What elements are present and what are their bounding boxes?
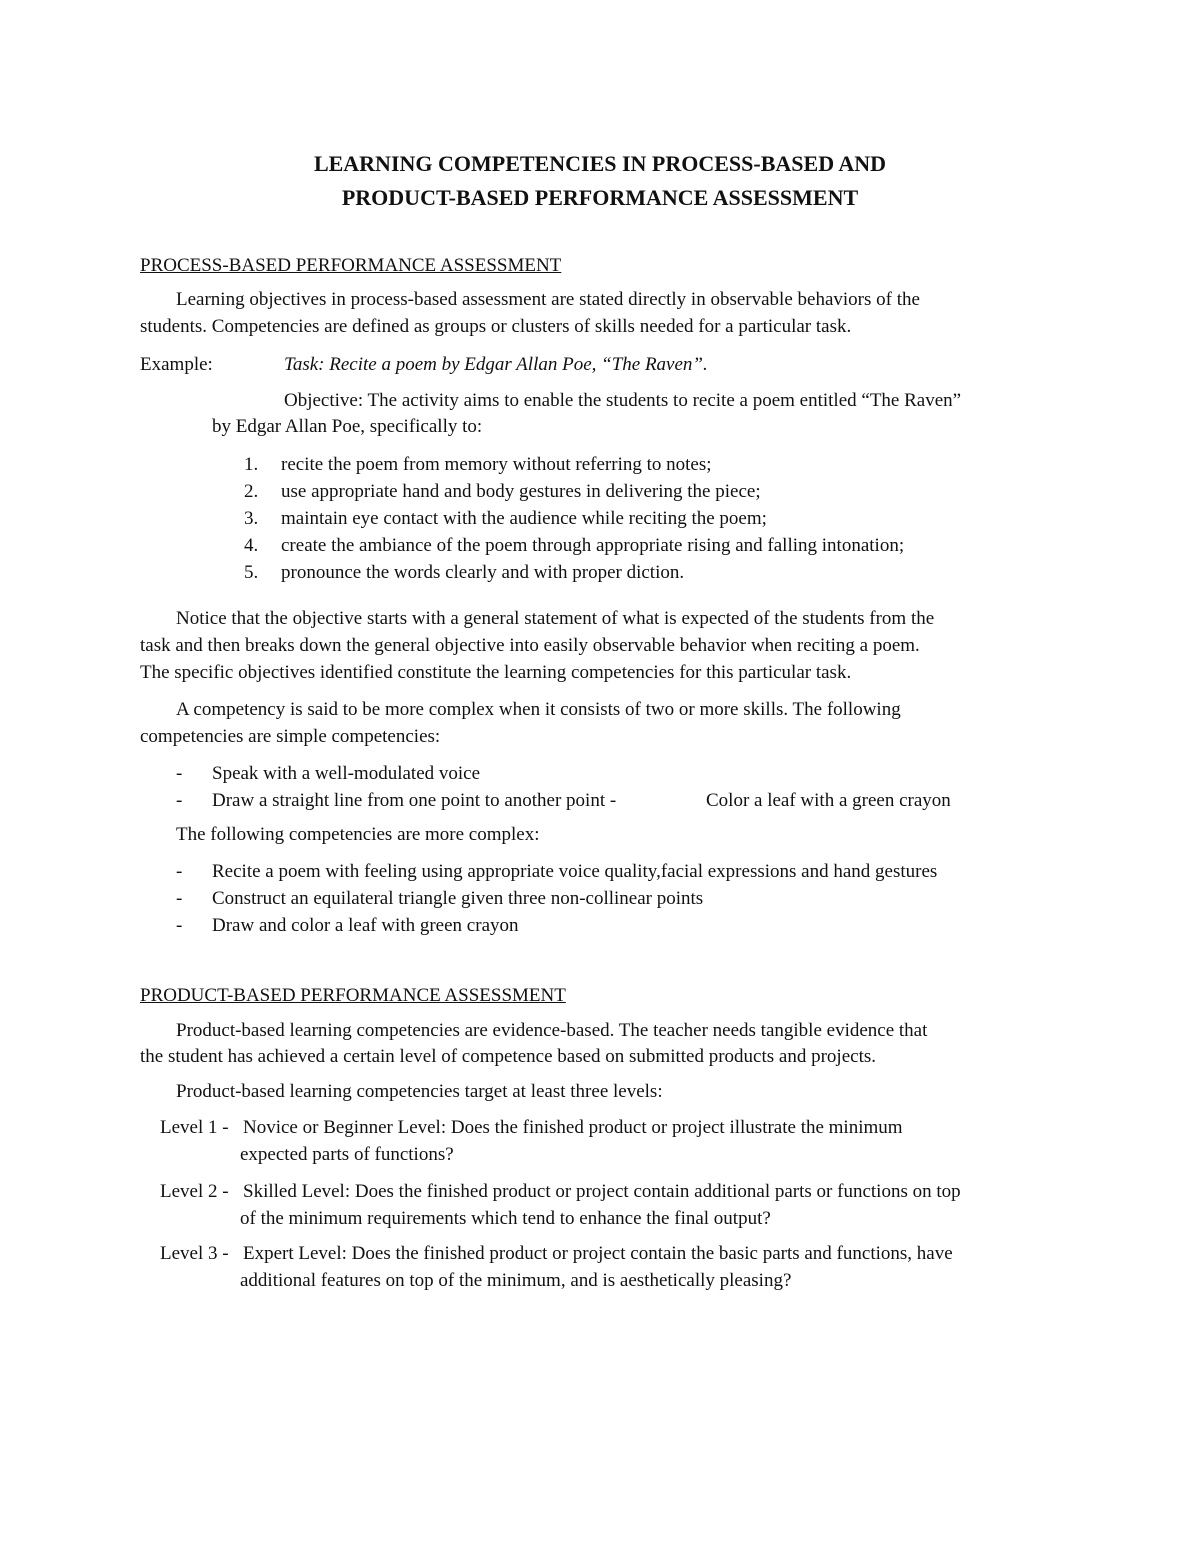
bullet-dash: - [176, 915, 183, 936]
objective-line: by Edgar Allan Poe, specifically to: [212, 416, 483, 437]
example-label: Example: [140, 354, 213, 375]
objective-number: 2. [244, 481, 259, 502]
complex-intro: The following competencies are more complex: [176, 824, 540, 845]
notice-paragraph-line: Notice that the objective starts with a general statement of what is expected of the students from the [176, 608, 935, 629]
objective-item: use appropriate hand and body gestures in delivering the piece; [281, 481, 761, 502]
objective-item: maintain eye contact with the audience while reciting the poem; [281, 508, 767, 529]
objective-item: pronounce the words clearly and with proper diction. [281, 562, 685, 583]
objective-number: 1. [244, 454, 259, 475]
objective-line: Objective: The activity aims to enable the students to recite a poem entitled “The Raven” [284, 390, 962, 411]
bullet-dash: - [176, 861, 183, 882]
level-label: Level 2 - [160, 1181, 229, 1202]
simple-competency-item: Draw a straight line from one point to another point - [212, 790, 617, 811]
document-title-line-1: LEARNING COMPETENCIES IN PROCESS-BASED AND [313, 151, 887, 176]
objective-number: 5. [244, 562, 259, 583]
example-task: Task: Recite a poem by Edgar Allan Poe, “The Raven”. [284, 354, 708, 375]
complex-competency-item: Construct an equilateral triangle given three non-collinear points [212, 888, 704, 909]
competency-paragraph-line: competencies are simple competencies: [140, 726, 441, 747]
process-paragraph-line: students. Competencies are defined as groups or clusters of skills needed for a particular task. [140, 316, 852, 337]
objective-item: create the ambiance of the poem through appropriate rising and falling intonation; [281, 535, 905, 556]
objective-number: 3. [244, 508, 259, 529]
bullet-dash: - [176, 790, 183, 811]
level-text-line: Expert Level: Does the finished product or project contain the basic parts and functions, have [243, 1243, 953, 1264]
notice-paragraph-line: The specific objectives identified constitute the learning competencies for this particular task. [140, 662, 852, 683]
objective-item: recite the poem from memory without referring to notes; [281, 454, 712, 475]
level-text-line: of the minimum requirements which tend to enhance the final output? [240, 1208, 771, 1229]
product-section-heading: PRODUCT-BASED PERFORMANCE ASSESSMENT [140, 985, 566, 1006]
product-levels-intro: Product-based learning competencies target at least three levels: [176, 1081, 663, 1102]
level-text-line: Novice or Beginner Level: Does the finished product or project illustrate the minimum [243, 1117, 903, 1138]
simple-competency-item: Color a leaf with a green crayon [706, 790, 951, 811]
complex-competency-item: Draw and color a leaf with green crayon [212, 915, 519, 936]
simple-competency-item: Speak with a well-modulated voice [212, 763, 481, 784]
level-text-line: Skilled Level: Does the finished product or project contain additional parts or functions on top [243, 1181, 961, 1202]
document-title-line-2: PRODUCT-BASED PERFORMANCE ASSESSMENT [341, 185, 859, 210]
objective-number: 4. [244, 535, 259, 556]
complex-competency-item: Recite a poem with feeling using appropriate voice quality,facial expressions and hand gestures [212, 861, 938, 882]
level-label: Level 1 - [160, 1117, 229, 1138]
level-text-line: expected parts of functions? [240, 1144, 454, 1165]
product-paragraph-line: Product-based learning competencies are evidence-based. The teacher needs tangible evidence that [176, 1020, 928, 1041]
process-paragraph-line: Learning objectives in process-based assessment are stated directly in observable behaviors of the [176, 289, 920, 310]
process-section-heading: PROCESS-BASED PERFORMANCE ASSESSMENT [140, 255, 562, 276]
notice-paragraph-line: task and then breaks down the general objective into easily observable behavior when reciting a poem. [140, 635, 920, 656]
product-paragraph-line: the student has achieved a certain level of competence based on submitted products and projects. [140, 1046, 876, 1067]
level-text-line: additional features on top of the minimum, and is aesthetically pleasing? [240, 1270, 792, 1291]
bullet-dash: - [176, 763, 183, 784]
bullet-dash: - [176, 888, 183, 909]
competency-paragraph-line: A competency is said to be more complex when it consists of two or more skills. The following [176, 699, 901, 720]
level-label: Level 3 - [160, 1243, 229, 1264]
